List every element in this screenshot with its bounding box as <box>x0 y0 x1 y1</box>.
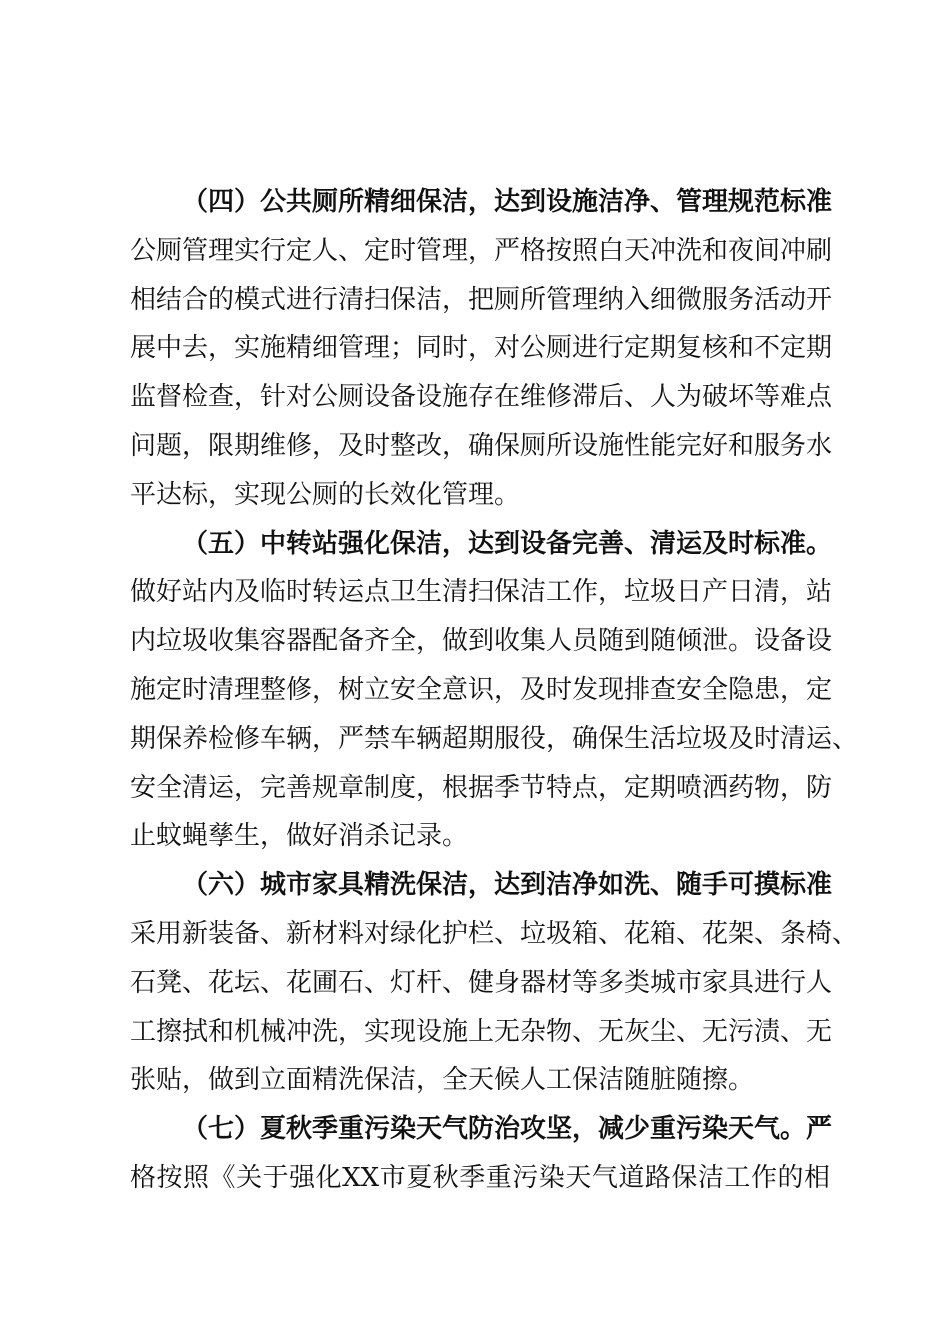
section-heading: （七）夏秋季重污染天气防治攻坚，减少重污染天气。严 <box>182 1114 833 1145</box>
section-heading: （五）中转站强化保洁，达到设备完善、清运及时标准。 <box>182 528 833 559</box>
paragraph-line: 工擦拭和机械冲洗，实现设施上无杂物、无灰尘、无污渍、无 <box>130 1016 833 1047</box>
paragraph-line: 展中去，实施精细管理；同时，对公厕进行定期复核和不定期 <box>130 333 833 364</box>
paragraph-line: 采用新装备、新材料对绿化护栏、垃圾箱、花箱、花架、条椅、 <box>130 918 859 949</box>
section-heading: （四）公共厕所精细保洁，达到设施洁净、管理规范标准 <box>182 187 833 217</box>
paragraph-line: 问题，限期维修，及时整改，确保厕所设施性能完好和服务水 <box>130 430 833 461</box>
paragraph-line: 做好站内及临时转运点卫生清扫保洁工作，垃圾日产日清，站 <box>130 577 833 608</box>
section-heading: （六）城市家具精洗保洁，达到洁净如洗、随手可摸标准 <box>182 870 833 901</box>
paragraph-line: 监督检查，针对公厕设备设施存在维修滞后、人为破坏等难点 <box>130 382 833 413</box>
section-6 <box>130 861 859 1105</box>
paragraph-line: 内垃圾收集容器配备齐全，做到收集人员随到随倾泄。设备设 <box>130 626 833 657</box>
paragraph-line: 相结合的模式进行清扫保洁，把厕所管理纳入细微服务活动开 <box>130 284 833 315</box>
paragraph-line: 止蚊蝇孳生，做好消杀记录。 <box>130 821 469 852</box>
paragraph-line: 石凳、花坛、花圃石、灯杆、健身器材等多类城市家具进行人 <box>130 967 833 998</box>
paragraph-line: 施定时清理整修，树立安全意识，及时发现排查安全隐患，定 <box>130 674 833 705</box>
paragraph-line: 期保养检修车辆，严禁车辆超期服役，确保生活垃圾及时清运、 <box>130 723 859 754</box>
paragraph-line: 张贴，做到立面精洗保洁，全天候人工保洁随脏随擦。 <box>130 1065 755 1096</box>
paragraph-line: 平达标，实现公厕的长效化管理。 <box>130 479 521 510</box>
section-7 <box>130 1105 833 1203</box>
document-body <box>130 178 859 1203</box>
paragraph-line: 公厕管理实行定人、定时管理，严格按照白天冲洗和夜间冲刷 <box>130 235 833 266</box>
section-5 <box>130 520 859 862</box>
paragraph-line: 格按照《关于强化XX市夏秋季重污染天气道路保洁工作的相 <box>130 1162 830 1193</box>
section-4 <box>130 178 833 520</box>
paragraph-line: 安全清运，完善规章制度，根据季节特点，定期喷洒药物，防 <box>130 772 833 803</box>
